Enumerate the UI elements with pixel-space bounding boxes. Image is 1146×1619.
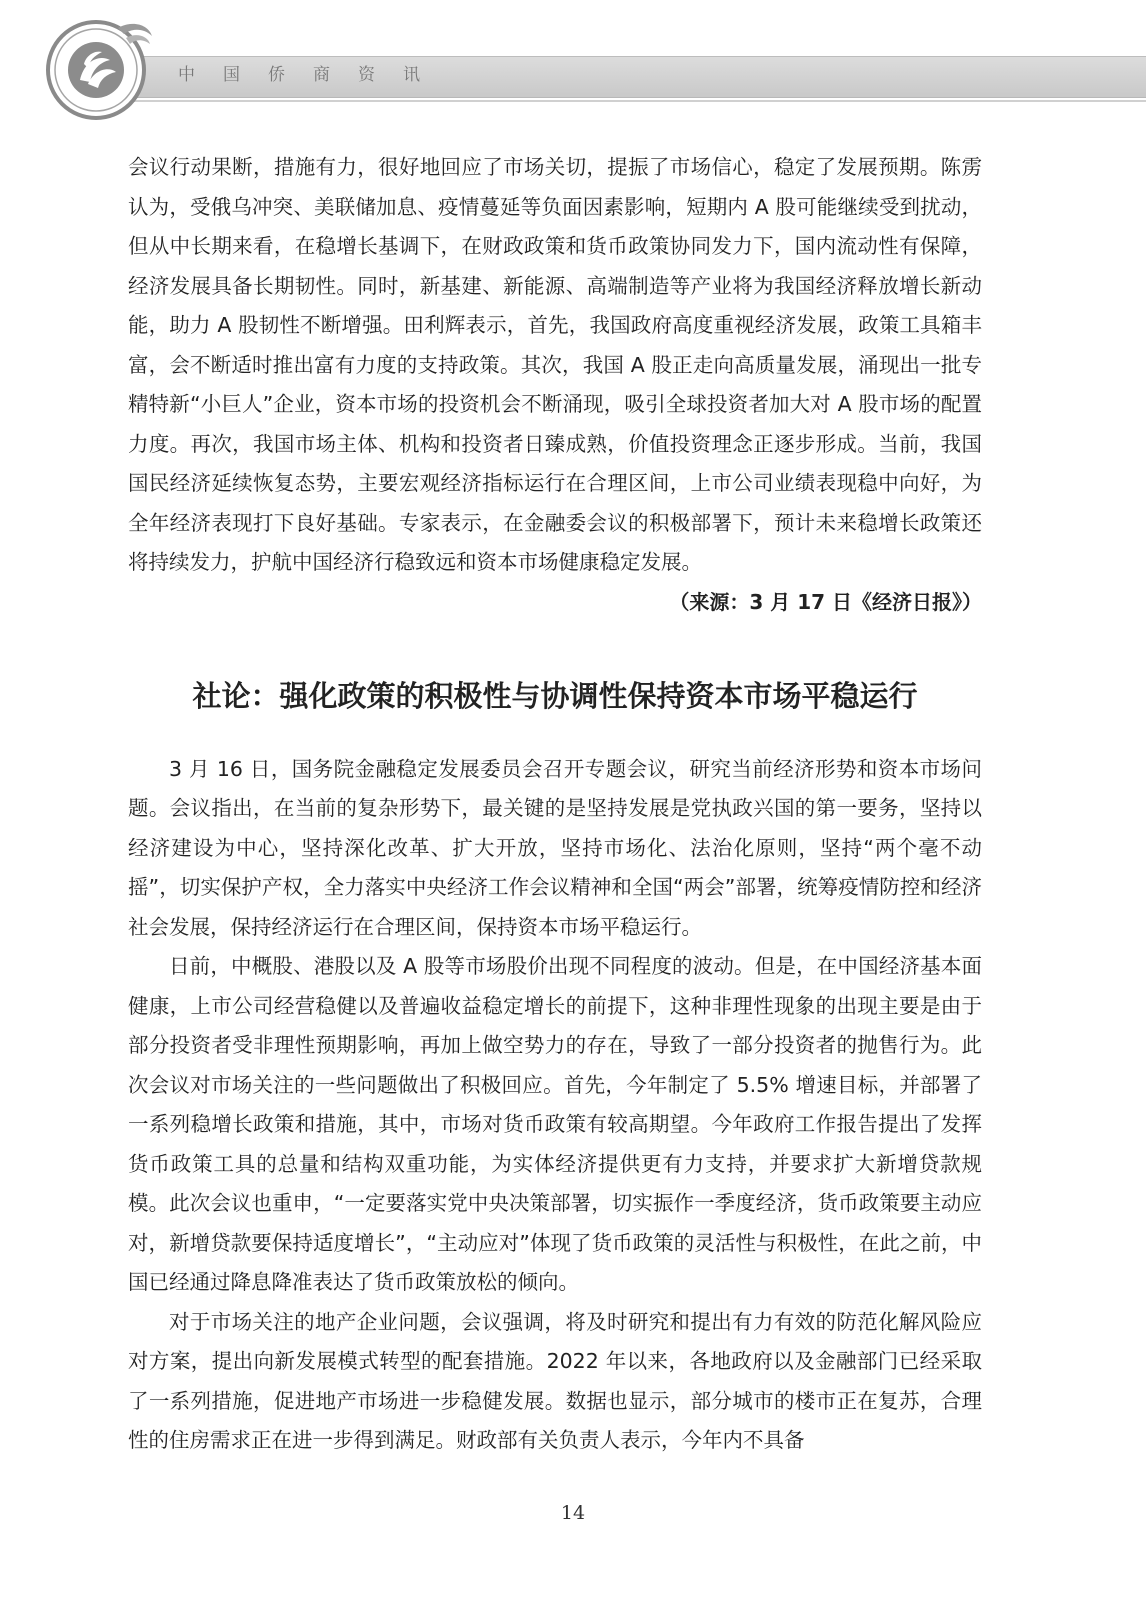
publication-title: 中国侨商资讯: [178, 65, 448, 85]
page-content: [128, 148, 982, 1461]
article-continuation: 会议行动果断，措施有力，很好地回应了市场关切，提振了市场信心，稳定了发展预期。陈雳认为，受俄乌冲突、美联储加息、疫情蔓延等负面因素影响，短期内 A 股可能继续受到扰动，但从中长期来看，在稳增长基调下，在财政政策和货币政策协同发力下，国内流动性有保障，经济发展具备长期韧性。同时，新基建、新能源、高端制造等产业将为我国经济释放增长新动能，助力 A 股韧性不断增强。田利辉表示，首先，我国政府高度重视经济发展，政策工具箱丰富，会不断适时推出富有力度的支持政策。其次，我国 A 股正走向高质量发展，涌现出一批专精特新“小巨人”企业，资本市场的投资机会不断涌现，吸引全球投资者加大对 A 股市场的配置力度。再次，我国市场主体、机构和投资者日臻成熟，价值投资理念正逐步形成。当前，我国国民经济延续恢复态势，主要宏观经济指标运行在合理区间，上市公司业绩表现稳中向好，为全年经济表现打下良好基础。专家表示，在金融委会议的积极部署下，预计未来稳增长政策还将持续发力，护航中国经济行稳致远和资本市场健康稳定发展。: [128, 155, 982, 574]
page-number: 14: [560, 1502, 586, 1524]
federation-logo: [40, 10, 160, 120]
article-source: （来源：3 月 17 日《经济日报》）: [669, 589, 982, 614]
header-divider: [110, 100, 1146, 102]
article-paragraph: 对于市场关注的地产企业问题，会议强调，将及时研究和提出有力有效的防范化解风险应对方案，提出向新发展模式转型的配套措施。2022 年以来，各地政府以及金融部门已经采取了一系列措施，促进地产市场进一步稳健发展。数据也显示，部分城市的楼市正在复苏，合理性的住房需求正在进一步得到满足。财政部有关负责人表示，今年内不具备: [128, 1309, 982, 1452]
article-paragraph: 3 月 16 日，国务院金融稳定发展委员会召开专题会议，研究当前经济形势和资本市场问题。会议指出，在当前的复杂形势下，最关键的是坚持发展是党执政兴国的第一要务，坚持以经济建设为中心，坚持深化改革、扩大开放，坚持市场化、法治化原则，坚持“两个毫不动摇”，切实保护产权，全力落实中央经济工作会议精神和全国“两会”部署，统筹疫情防控和经济社会发展，保持经济运行在合理区间，保持资本市场平稳运行。: [128, 756, 982, 939]
article-paragraph: 日前，中概股、港股以及 A 股等市场股价出现不同程度的波动。但是，在中国经济基本面健康，上市公司经营稳健以及普遍收益稳定增长的前提下，这种非理性现象的出现主要是由于部分投资者受非理性预期影响，再加上做空势力的存在，导致了一部分投资者的抛售行为。此次会议对市场关注的一些问题做出了积极回应。首先，今年制定了 5.5% 增速目标，并部署了一系列稳增长政策和措施，其中，市场对货币政策有较高期望。今年政府工作报告提出了发挥货币政策工具的总量和结构双重功能，为实体经济提供更有力支持，并要求扩大新增贷款规模。此次会议也重申，“一定要落实党中央决策部署，切实振作一季度经济，货币政策要主动应对，新增贷款要保持适度增长”，“主动应对”体现了货币政策的灵活性与积极性，在此之前，中国已经通过降息降准表达了货币政策放松的倾向。: [128, 954, 982, 1294]
article-title: 社论：强化政策的积极性与协调性保持资本市场平稳运行: [192, 678, 918, 713]
